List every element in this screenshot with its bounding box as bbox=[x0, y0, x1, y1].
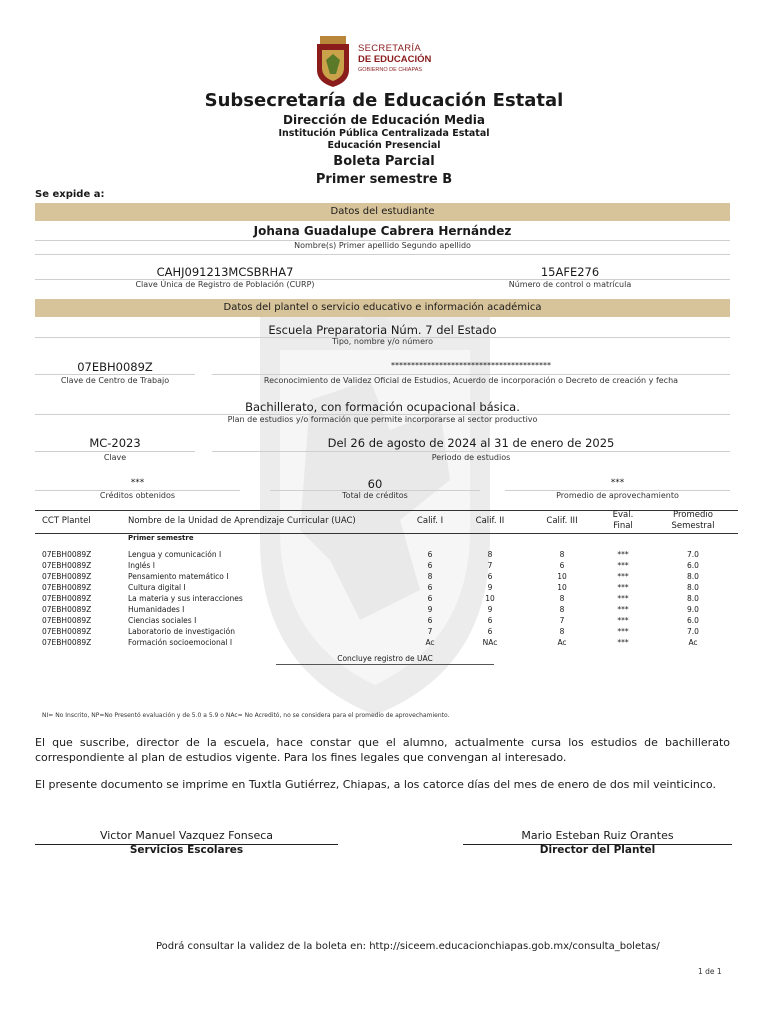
statement-paragraph: El que suscribe, director de la escuela, hace constar que el alumno, actualmente cursa los estudios de bachillerato correspondiente al plan de estudios vigente. Para los fines legales que convengan al interesado. bbox=[35, 736, 730, 764]
cell-calif-3: 8 bbox=[559, 605, 565, 614]
cell-calif-1: 6 bbox=[427, 616, 433, 625]
cell-promedio: 8.0 bbox=[687, 583, 699, 592]
cell-cct: 07EBH0089Z bbox=[42, 572, 92, 581]
cell-calif-2: 7 bbox=[487, 561, 493, 570]
expide-label: Se expide a: bbox=[35, 189, 105, 200]
periodo-caption: Periodo de estudios bbox=[431, 453, 511, 462]
school-name-caption: Tipo, nombre y/o número bbox=[331, 337, 434, 346]
cell-calif-2: 6 bbox=[487, 616, 493, 625]
cell-calif-1: 7 bbox=[427, 627, 433, 636]
signature-left-name: Victor Manuel Vazquez Fonseca bbox=[99, 829, 274, 842]
cell-uac: Ciencias sociales I bbox=[128, 616, 197, 625]
clave-caption: Clave bbox=[103, 453, 127, 462]
cell-cct: 07EBH0089Z bbox=[42, 616, 92, 625]
cell-cct: 07EBH0089Z bbox=[42, 583, 92, 592]
modalidad-heading: Educación Presencial bbox=[327, 140, 441, 151]
curp-caption: Clave Única de Registro de Población (CURP) bbox=[135, 280, 315, 289]
cell-eval-final: *** bbox=[617, 561, 629, 570]
cell-promedio: 8.0 bbox=[687, 594, 699, 603]
cell-uac: Formación socioemocional I bbox=[128, 638, 233, 647]
cell-eval-final: *** bbox=[617, 550, 629, 559]
cell-promedio: 7.0 bbox=[687, 627, 699, 636]
logo-line-1: SECRETARÍA bbox=[358, 43, 422, 54]
rvoe-caption: Reconocimiento de Validez Oficial de Estudios, Acuerdo de incorporación o Decreto de creación y fecha bbox=[263, 376, 679, 385]
cell-uac: Pensamiento matemático I bbox=[128, 572, 229, 581]
cell-eval-final: *** bbox=[617, 594, 629, 603]
cell-calif-3: 8 bbox=[559, 594, 565, 603]
cell-cct: 07EBH0089Z bbox=[42, 550, 92, 559]
promedio-value: *** bbox=[610, 478, 625, 488]
col-header-eval-final-1: Eval. bbox=[612, 510, 634, 520]
col-header-calif-1: Calif. I bbox=[416, 516, 444, 526]
period-heading: Primer semestre B bbox=[315, 172, 453, 187]
cell-calif-1: 6 bbox=[427, 561, 433, 570]
cell-cct: 07EBH0089Z bbox=[42, 561, 92, 570]
direccion-heading: Dirección de Educación Media bbox=[283, 113, 485, 127]
cell-eval-final: *** bbox=[617, 605, 629, 614]
page-number: 1 de 1 bbox=[698, 967, 722, 976]
student-section-band: Datos del estudiante bbox=[35, 203, 730, 221]
logo bbox=[314, 30, 444, 90]
divider bbox=[212, 451, 730, 452]
promedio-caption: Promedio de aprovechamiento bbox=[556, 491, 679, 500]
col-header-promedio-1: Promedio bbox=[673, 510, 713, 520]
control-number-caption: Número de control o matrícula bbox=[508, 280, 632, 289]
print-location-paragraph: El presente documento se imprime en Tuxtla Gutiérrez, Chiapas, a los catorce días del mes de enero de dos mil veinticinco. bbox=[35, 778, 716, 791]
cell-promedio: 6.0 bbox=[687, 561, 699, 570]
concluye-registro: Concluye registro de UAC bbox=[276, 654, 494, 665]
cell-calif-3: 8 bbox=[559, 550, 565, 559]
curp-value: CAHJ091213MCSBRHA7 bbox=[156, 265, 294, 279]
cell-calif-2: 8 bbox=[487, 550, 493, 559]
creditos-obtenidos-caption: Créditos obtenidos bbox=[99, 491, 176, 500]
page-title: Subsecretaría de Educación Estatal bbox=[204, 90, 564, 111]
signature-right-role: Director del Plantel bbox=[539, 844, 656, 856]
cell-promedio: 8.0 bbox=[687, 572, 699, 581]
cct-caption: Clave de Centro de Trabajo bbox=[60, 376, 170, 385]
clave-value: MC-2023 bbox=[89, 436, 141, 450]
doc-type-heading: Boleta Parcial bbox=[333, 154, 435, 169]
cell-calif-3: 10 bbox=[557, 572, 567, 581]
col-header-eval-final-2: Final bbox=[613, 521, 633, 531]
coat-of-arms-icon bbox=[314, 30, 352, 88]
cell-calif-2: 6 bbox=[487, 572, 493, 581]
control-number-value: 15AFE276 bbox=[540, 265, 600, 279]
plan-value: Bachillerato, con formación ocupacional básica. bbox=[245, 400, 520, 414]
logo-line-3: GOBIERNO DE CHIAPAS bbox=[358, 67, 423, 73]
cell-calif-1: Ac bbox=[425, 638, 435, 647]
cell-calif-1: 6 bbox=[427, 594, 433, 603]
cell-eval-final: *** bbox=[617, 583, 629, 592]
cell-promedio: Ac bbox=[688, 638, 698, 647]
cell-calif-2: 9 bbox=[487, 605, 493, 614]
col-header-promedio-2: Semestral bbox=[671, 521, 715, 531]
cell-promedio: 9.0 bbox=[687, 605, 699, 614]
cell-calif-1: 6 bbox=[427, 583, 433, 592]
cell-cct: 07EBH0089Z bbox=[42, 605, 92, 614]
school-section-band: Datos del plantel o servicio educativo e información académica bbox=[35, 299, 730, 317]
institucion-heading: Institución Pública Centralizada Estatal bbox=[278, 128, 490, 139]
divider bbox=[35, 254, 730, 255]
divider bbox=[35, 451, 195, 452]
cell-cct: 07EBH0089Z bbox=[42, 638, 92, 647]
cell-uac: Cultura digital I bbox=[128, 583, 186, 592]
student-name: Johana Guadalupe Cabrera Hernández bbox=[253, 224, 512, 238]
cct-value: 07EBH0089Z bbox=[77, 360, 153, 374]
col-header-uac: Nombre de la Unidad de Aprendizaje Curricular (UAC) bbox=[128, 516, 356, 526]
cell-promedio: 7.0 bbox=[687, 550, 699, 559]
divider bbox=[212, 374, 730, 375]
cell-calif-2: 10 bbox=[485, 594, 495, 603]
signature-left-role: Servicios Escolares bbox=[129, 844, 244, 856]
cell-calif-2: 6 bbox=[487, 627, 493, 636]
cell-calif-3: 10 bbox=[557, 583, 567, 592]
col-header-calif-2: Calif. II bbox=[475, 516, 505, 526]
cell-calif-1: 6 bbox=[427, 550, 433, 559]
cell-eval-final: *** bbox=[617, 638, 629, 647]
cell-cct: 07EBH0089Z bbox=[42, 594, 92, 603]
cell-eval-final: *** bbox=[617, 616, 629, 625]
logo-line-2: DE EDUCACIÓN bbox=[358, 54, 432, 65]
cell-eval-final: *** bbox=[617, 572, 629, 581]
plan-caption: Plan de estudios y/o formación que permite incorporarse al sector productivo bbox=[227, 415, 538, 424]
periodo-value: Del 26 de agosto de 2024 al 31 de enero de 2025 bbox=[327, 436, 615, 450]
cell-cct: 07EBH0089Z bbox=[42, 627, 92, 636]
total-creditos-value: 60 bbox=[367, 477, 383, 491]
col-header-calif-3: Calif. III bbox=[546, 516, 578, 526]
cell-calif-1: 8 bbox=[427, 572, 433, 581]
cell-uac: Inglés I bbox=[128, 561, 155, 570]
cell-uac: Humanidades I bbox=[128, 605, 185, 614]
total-creditos-caption: Total de créditos bbox=[342, 491, 408, 500]
validez-link-text: Podrá consultar la validez de la boleta en: http://siceem.educacionchiapas.gob.mx/consulta_boletas/ bbox=[156, 941, 660, 952]
cell-calif-1: 9 bbox=[427, 605, 433, 614]
cell-calif-3: 7 bbox=[559, 616, 565, 625]
cell-uac: La materia y sus interacciones bbox=[128, 594, 243, 603]
cell-eval-final: *** bbox=[617, 627, 629, 636]
cell-uac: Laboratorio de investigación bbox=[128, 627, 235, 636]
col-header-cct: CCT Plantel bbox=[42, 516, 91, 526]
cell-calif-2: NAc bbox=[482, 638, 498, 647]
cell-calif-2: 9 bbox=[487, 583, 493, 592]
cell-calif-3: 8 bbox=[559, 627, 565, 636]
divider bbox=[35, 374, 195, 375]
creditos-obtenidos-value: *** bbox=[130, 478, 145, 488]
semester-label: Primer semestre bbox=[128, 534, 194, 542]
rvoe-value: **************************************** bbox=[391, 361, 551, 370]
cell-calif-3: Ac bbox=[557, 638, 567, 647]
student-name-caption: Nombre(s) Primer apellido Segundo apellido bbox=[294, 241, 471, 250]
school-name: Escuela Preparatoria Núm. 7 del Estado bbox=[268, 323, 497, 337]
cell-calif-3: 6 bbox=[559, 561, 565, 570]
signature-right-name: Mario Esteban Ruiz Orantes bbox=[521, 829, 674, 842]
table-footnote: NI= No Inscrito, NP=No Presentó evaluación y de 5.0 a 5.9 o NAc= No Acreditó, no se considera para el promedio de aprovechamiento. bbox=[42, 712, 450, 719]
cell-uac: Lengua y comunicación I bbox=[128, 550, 222, 559]
cell-promedio: 6.0 bbox=[687, 616, 699, 625]
